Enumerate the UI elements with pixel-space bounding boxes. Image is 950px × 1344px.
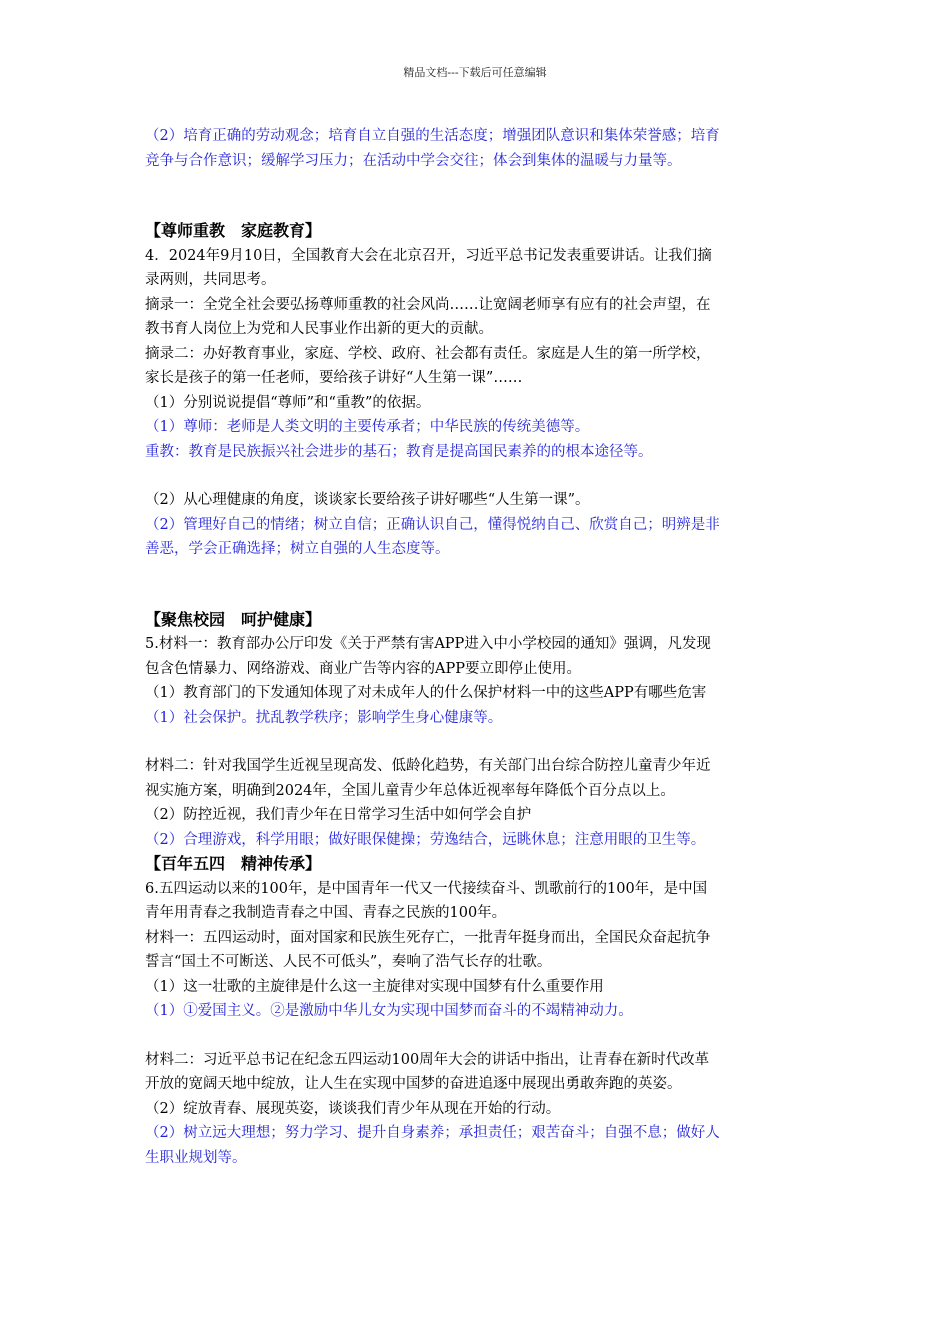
section-teacher-education	[145, 219, 810, 562]
question-text: 摘录二：办好教育事业，家庭、学校、政府、社会都有责任。家庭是人生的第一所学校，	[145, 345, 711, 362]
sub-question: （2）绽放青春、展现英姿，谈谈我们青少年从现在开始的行动。	[145, 1100, 561, 1117]
section-may-fourth	[145, 852, 810, 1170]
material-text: 誓言“国土不可断送、人民不可低头”，奏响了浩气长存的壮歌。	[145, 954, 552, 970]
document-body	[145, 124, 810, 1170]
section-campus-health	[145, 608, 810, 853]
sub-question: （2）从心理健康的角度，谈谈家长要给孩子讲好哪些“人生第一课”。	[145, 492, 590, 508]
sub-question: （1）分别说说提倡“尊师”和“重教”的依据。	[145, 394, 431, 411]
sub-question: （1）教育部门的下发通知体现了对未成年人的什么保护材料一中的这些APP有哪些危害	[145, 685, 707, 701]
question-text: 6.五四运动以来的100年，是中国青年一代又一代接续奋斗、凯歌前行的100年，是中国	[145, 880, 708, 897]
answer-line: （1）①爱国主义。②是激励中华儿女为实现中国梦而奋斗的不竭精神动力。	[145, 1003, 633, 1019]
answer-line: 重教：教育是民族振兴社会进步的基石；教育是提高国民素养的的根本途径等。	[145, 443, 653, 460]
question-text: 教书育人岗位上为党和人民事业作出新的更大的贡献。	[145, 321, 493, 337]
material-text: 视实施方案，明确到2024年，全国儿童青少年总体近视率每年降低个百分点以上。	[145, 782, 675, 799]
material-text: 材料一：五四运动时，面对国家和民族生死存亡，一批青年挺身而出，全国民众奋起抗争	[145, 929, 711, 946]
answer-line: 竞争与合作意识；缓解学习压力；在活动中学会交往；体会到集体的温暖与力量等。	[145, 152, 682, 169]
section-heading: 【聚焦校园 呵护健康】	[145, 609, 322, 629]
answer-line: （2）树立远大理想；努力学习、提升自身素养；承担责任；艰苦奋斗；自强不息；做好人	[145, 1125, 720, 1141]
answer-line: （2）管理好自己的情绪；树立自信；正确认识自己，懂得悦纳自己、欣赏自己；明辨是非	[145, 516, 720, 533]
sub-question: （1）这一壮歌的主旋律是什么这一主旋律对实现中国梦有什么重要作用	[145, 978, 604, 995]
section-heading: 【尊师重教 家庭教育】	[145, 221, 322, 240]
answer-line: 善恶，学会正确选择；树立自强的人生态度等。	[145, 541, 450, 557]
answer-line: （2）培育正确的劳动观念；培育自立自强的生活态度；增强团队意识和集体荣誉感；培育	[145, 128, 720, 144]
question-text: 摘录一：全党全社会要弘扬尊师重教的社会风尚……让宽阔老师享有应有的社会声望，在	[145, 296, 711, 313]
sub-question: （2）防控近视，我们青少年在日常学习生活中如何学会自护	[145, 807, 532, 823]
material-text: 材料二：习近平总书记在纪念五四运动100周年大会的讲话中指出，让青春在新时代改革	[145, 1051, 710, 1068]
answer-line: 生职业规划等。	[145, 1149, 247, 1166]
question-text: 4．2024年9月10日，全国教育大会在北京召开，习近平总书记发表重要讲话。让我们摘	[145, 247, 712, 264]
material-text: 5.材料一：教育部办公厅印发《关于严禁有害APP进入中小学校园的通知》强调，凡发现	[145, 636, 711, 652]
intro-answer	[145, 124, 810, 173]
answer-line: （1）尊师：老师是人类文明的主要传承者；中华民族的传统美德等。	[145, 419, 590, 435]
question-text: 录两则，共同思考。	[145, 272, 276, 288]
page-header: 精品文档---下载后可任意编辑	[403, 66, 547, 79]
material-text: 材料二：针对我国学生近视呈现高发、低龄化趋势，有关部门出台综合防控儿童青少年近	[145, 758, 711, 774]
material-text: 包含色情暴力、网络游戏、商业广告等内容的APP要立即停止使用。	[145, 660, 581, 677]
question-text: 青年用青春之我制造青春之中国、青春之民族的100年。	[145, 905, 507, 921]
answer-line: （1）社会保护。扰乱教学秩序；影响学生身心健康等。	[145, 709, 503, 726]
section-heading: 【百年五四 精神传承】	[145, 854, 322, 873]
question-text: 家长是孩子的第一任老师，要给孩子讲好“人生第一课”……	[145, 370, 523, 386]
material-text: 开放的宽阔天地中绽放，让人生在实现中国梦的奋进追逐中展现出勇敢奔跑的英姿。	[145, 1076, 682, 1092]
answer-line: （2）合理游戏，科学用眼；做好眼保健操；劳逸结合，远眺休息；注意用眼的卫生等。	[145, 831, 706, 848]
